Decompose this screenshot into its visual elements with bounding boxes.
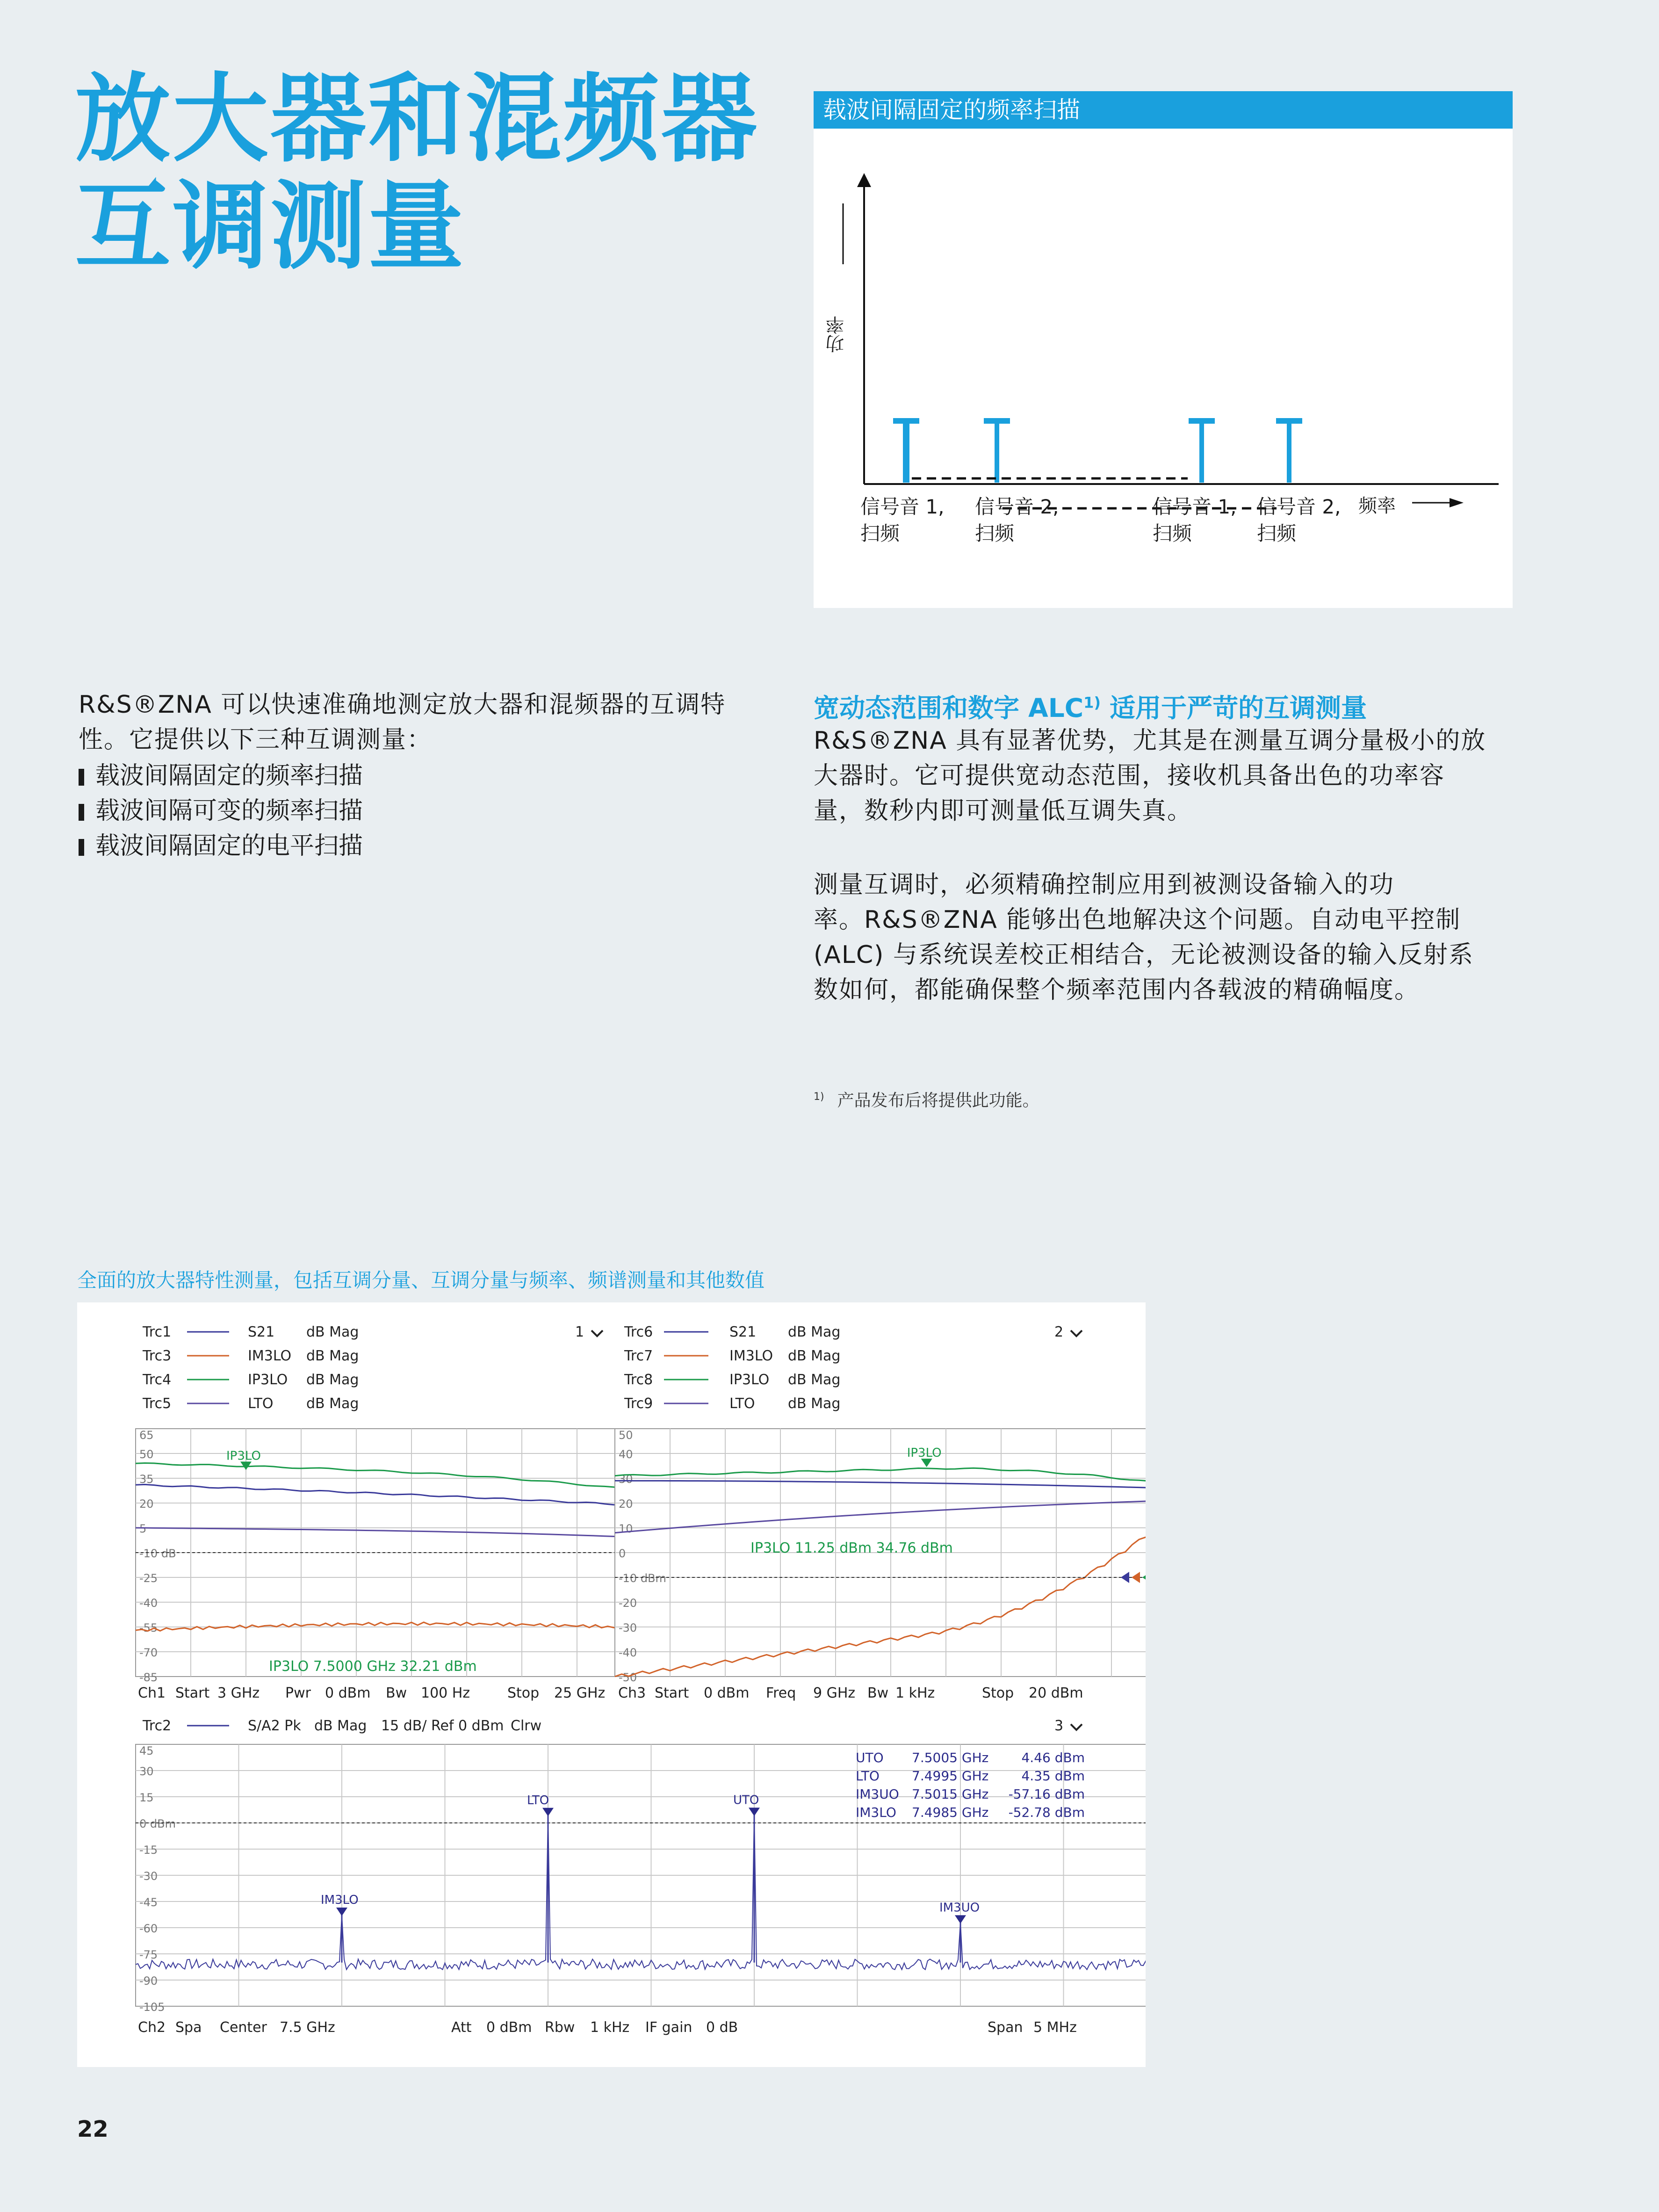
- intro-paragraph: R&S®ZNA 可以快速准确地测定放大器和混频器的互调特 性。它提供以下三种互调测量：: [79, 691, 726, 754]
- list-item: 载波间隔可变的频率扫描: [79, 794, 363, 829]
- x-axis-label: 频率: [1358, 495, 1396, 517]
- svg-text:5 MHz: 5 MHz: [1033, 2019, 1077, 2036]
- chevron-down-icon: [591, 1330, 603, 1336]
- svg-text:25 GHz: 25 GHz: [554, 1685, 606, 1701]
- ch1-y-tick: 5: [139, 1522, 147, 1535]
- svg-text:Trc9: Trc9: [624, 1395, 653, 1412]
- svg-text:dB Mag: dB Mag: [788, 1324, 841, 1340]
- ch3-legend: [624, 1324, 1082, 1412]
- svg-text:15 dB/ Ref 0 dBm: 15 dB/ Ref 0 dBm: [381, 1718, 504, 1734]
- ch1-y-tick: 20: [139, 1497, 154, 1511]
- ch3-y-tick: 50: [619, 1429, 633, 1442]
- marker-name: IM3LO: [856, 1805, 896, 1820]
- svg-text:IP3LO: IP3LO: [729, 1372, 770, 1388]
- svg-text:Trc3: Trc3: [143, 1348, 172, 1364]
- svg-text:Trc5: Trc5: [143, 1395, 172, 1412]
- svg-text:Att: Att: [451, 2019, 472, 2036]
- diagram-header: 载波间隔固定的频率扫描: [814, 91, 1513, 129]
- ch3-y-tick: -40: [619, 1646, 637, 1659]
- tick-label-4: 信号音 2, 扫频: [1257, 495, 1341, 545]
- ch2-y-tick: -105: [139, 2001, 165, 2014]
- ch3-y-tick: -20: [619, 1597, 637, 1610]
- ch3-plot: [615, 1429, 1146, 1684]
- svg-text:Trc4: Trc4: [143, 1372, 172, 1388]
- svg-text:Trc1: Trc1: [143, 1324, 172, 1340]
- marker-freq: 7.4995 GHz: [912, 1768, 989, 1784]
- marker-value: -57.16 dBm: [1008, 1786, 1085, 1802]
- svg-text:Ch2: Ch2: [138, 2019, 166, 2036]
- list-item: 载波间隔固定的电平扫描: [79, 829, 363, 864]
- svg-text:0 dB: 0 dB: [706, 2019, 738, 2036]
- instrument-screen: [77, 1302, 1146, 2067]
- marker-name: IM3UO: [856, 1786, 899, 1802]
- svg-text:1 kHz: 1 kHz: [590, 2019, 630, 2036]
- svg-text:dB Mag: dB Mag: [788, 1372, 841, 1388]
- svg-text:Rbw: Rbw: [545, 2019, 575, 2036]
- svg-text:Center: Center: [220, 2019, 267, 2036]
- svg-text:3: 3: [1054, 1718, 1064, 1734]
- marker-name: UTO: [856, 1750, 884, 1765]
- ch2-y-tick: 15: [139, 1791, 154, 1804]
- chevron-down-icon: [1071, 1330, 1082, 1336]
- instrument-svg: [77, 1302, 1146, 2067]
- svg-text:Trc6: Trc6: [624, 1324, 653, 1340]
- svg-text:Stop: Stop: [507, 1685, 540, 1701]
- ch1-y-tick: -85: [139, 1671, 158, 1684]
- y-axis-arrow: [857, 173, 871, 187]
- svg-text:Bw: Bw: [386, 1685, 407, 1701]
- ch2-y-tick: -45: [139, 1896, 158, 1909]
- svg-text:1: 1: [575, 1324, 584, 1340]
- svg-text:Trc8: Trc8: [624, 1372, 653, 1388]
- page-number: 22: [77, 2116, 108, 2142]
- svg-text:dB Mag: dB Mag: [306, 1372, 359, 1388]
- marker-freq: 7.5015 GHz: [912, 1786, 989, 1802]
- svg-text:0 dBm: 0 dBm: [486, 2019, 532, 2036]
- ch1-y-tick: -70: [139, 1646, 158, 1659]
- freq-arrow-head: [1450, 498, 1464, 507]
- ch2-plot: [136, 1744, 1146, 2014]
- marker-readout: IP3LO 7.5000 GHz 32.21 dBm: [269, 1658, 477, 1675]
- ch2-y-tick: -75: [139, 1948, 158, 1961]
- ch2-y-tick: 45: [139, 1744, 154, 1757]
- svg-text:Stop: Stop: [982, 1685, 1014, 1701]
- svg-text:9 GHz: 9 GHz: [813, 1685, 856, 1701]
- ch1-footer: [138, 1685, 605, 1701]
- ch3-footer: [618, 1685, 1083, 1701]
- marker-readout: IP3LO 11.25 dBm 34.76 dBm: [750, 1540, 953, 1556]
- svg-text:3 GHz: 3 GHz: [217, 1685, 260, 1701]
- ch3-y-tick: -10 dBm: [619, 1572, 666, 1585]
- peak-label: UTO: [733, 1793, 759, 1807]
- chevron-down-icon: [1071, 1724, 1082, 1730]
- ch1-y-tick: -40: [139, 1597, 158, 1610]
- svg-text:dB Mag: dB Mag: [314, 1718, 367, 1734]
- footnote: $^{1)}$ 产品发布后将提供此功能。: [814, 1091, 1039, 1110]
- ch2-legend: [142, 1718, 1082, 1734]
- svg-text:Start: Start: [655, 1685, 689, 1701]
- svg-text:100 Hz: 100 Hz: [421, 1685, 470, 1701]
- svg-text:Freq: Freq: [766, 1685, 796, 1701]
- peak-label: LTO: [527, 1793, 549, 1807]
- ch1-y-tick: -55: [139, 1621, 158, 1634]
- svg-text:2: 2: [1054, 1324, 1064, 1340]
- ch2-footer: [138, 2019, 1077, 2036]
- list-item: 载波间隔固定的频率扫描: [79, 759, 363, 794]
- ch3-y-tick: -50: [619, 1671, 637, 1684]
- svg-text:Start: Start: [175, 1685, 210, 1701]
- svg-text:LTO: LTO: [729, 1395, 755, 1412]
- svg-text:IP3LO: IP3LO: [248, 1372, 288, 1388]
- ch2-y-tick: 30: [139, 1765, 154, 1778]
- ch2-y-tick: -90: [139, 1974, 158, 1988]
- svg-text:dB Mag: dB Mag: [306, 1324, 359, 1340]
- svg-text:S21: S21: [248, 1324, 275, 1340]
- page-title: [75, 65, 759, 281]
- title-line-2: 互调测量: [75, 171, 466, 282]
- svg-text:Ch1: Ch1: [138, 1685, 166, 1701]
- tick-label-3: 信号音 1, 扫频: [1153, 495, 1237, 545]
- svg-text:Spa: Spa: [175, 2019, 202, 2036]
- svg-text:Clrw: Clrw: [511, 1718, 542, 1734]
- ch2-y-tick: -15: [139, 1843, 158, 1857]
- ch3-y-tick: 40: [619, 1448, 633, 1461]
- svg-text:S/A2 Pk: S/A2 Pk: [248, 1718, 301, 1734]
- ch3-y-tick: 0: [619, 1547, 626, 1560]
- svg-text:Span: Span: [988, 2019, 1023, 2036]
- ch1-y-tick: 65: [139, 1429, 154, 1442]
- svg-text:S21: S21: [729, 1324, 757, 1340]
- ch1-y-tick: 35: [139, 1473, 154, 1486]
- advantage-paragraph: R&S®ZNA 具有显著优势，尤其是在测量互调分量极小的放 大器时。它可提供宽动态范围，接收机具备出色的功率容 量，数秒内即可测量低互调失真。: [814, 727, 1486, 825]
- svg-text:0 dBm: 0 dBm: [325, 1685, 371, 1701]
- measurement-list: [79, 759, 363, 864]
- marker-label: IP3LO: [907, 1446, 942, 1460]
- frequency-sweep-diagram: [814, 91, 1513, 608]
- ch2-y-tick: -60: [139, 1922, 158, 1935]
- svg-text:Trc7: Trc7: [624, 1348, 653, 1364]
- ch2-y-tick: 0 dBm: [139, 1817, 176, 1830]
- marker-label: IP3LO: [226, 1449, 261, 1463]
- svg-text:IM3LO: IM3LO: [729, 1348, 773, 1364]
- ch1-plot: [136, 1429, 687, 1684]
- ch3-y-tick: 10: [619, 1522, 633, 1535]
- marker-value: -52.78 dBm: [1008, 1805, 1085, 1820]
- svg-text:IM3LO: IM3LO: [248, 1348, 292, 1364]
- peak-label: IM3LO: [321, 1893, 359, 1908]
- marker-value: 4.46 dBm: [1021, 1750, 1085, 1765]
- marker-name: LTO: [856, 1768, 880, 1784]
- svg-text:Pwr: Pwr: [285, 1685, 311, 1701]
- peak-label: IM3UO: [939, 1901, 980, 1915]
- svg-text:Bw: Bw: [867, 1685, 889, 1701]
- ch3-y-tick: 30: [619, 1473, 633, 1486]
- ch3-y-tick: -30: [619, 1621, 637, 1634]
- svg-text:1 kHz: 1 kHz: [895, 1685, 935, 1701]
- section-heading: 宽动态范围和数字 ALC$^{1)}$ 适用于严苛的互调测量: [814, 693, 1367, 723]
- ch1-legend: [142, 1324, 603, 1412]
- svg-text:dB Mag: dB Mag: [788, 1395, 841, 1412]
- svg-text:dB Mag: dB Mag: [306, 1395, 359, 1412]
- svg-text:7.5 GHz: 7.5 GHz: [280, 2019, 335, 2036]
- y-axis-label: 功率: [826, 316, 847, 353]
- marker-freq: 7.4985 GHz: [912, 1805, 989, 1820]
- tick-label-1: 信号音 1, 扫频: [860, 495, 945, 545]
- title-line-1: 放大器和混频器: [75, 64, 759, 175]
- svg-text:IF gain: IF gain: [645, 2019, 692, 2036]
- svg-text:dB Mag: dB Mag: [306, 1348, 359, 1364]
- marker-freq: 7.5005 GHz: [912, 1750, 989, 1765]
- ch2-y-tick: -30: [139, 1870, 158, 1883]
- svg-text:Trc2: Trc2: [143, 1718, 172, 1734]
- marker-value: 4.35 dBm: [1021, 1768, 1085, 1784]
- alc-paragraph: 测量互调时，必须精确控制应用到被测设备输入的功 率。R&S®ZNA 能够出色地解决这个问题。自动电平控制 (ALC) 与系统误差校正相结合，无论被测设备的输入反射系 数如何，都能确保整个频率范围内各载波的精确幅度。: [814, 871, 1474, 1004]
- ch3-y-tick: 20: [619, 1497, 633, 1511]
- svg-text:dB Mag: dB Mag: [788, 1348, 841, 1364]
- figure-caption: 全面的放大器特性测量，包括互调分量、互调分量与频率、频谱测量和其他数值: [77, 1269, 765, 1292]
- ch1-y-tick: -10 dB: [139, 1547, 176, 1560]
- ch1-y-tick: 50: [139, 1448, 154, 1461]
- svg-text:20 dBm: 20 dBm: [1029, 1685, 1083, 1701]
- svg-text:LTO: LTO: [248, 1395, 274, 1412]
- ch1-y-tick: -25: [139, 1572, 158, 1585]
- svg-text:Ch3: Ch3: [618, 1685, 646, 1701]
- tick-label-2: 信号音 2, 扫频: [975, 495, 1059, 545]
- svg-text:0 dBm: 0 dBm: [704, 1685, 750, 1701]
